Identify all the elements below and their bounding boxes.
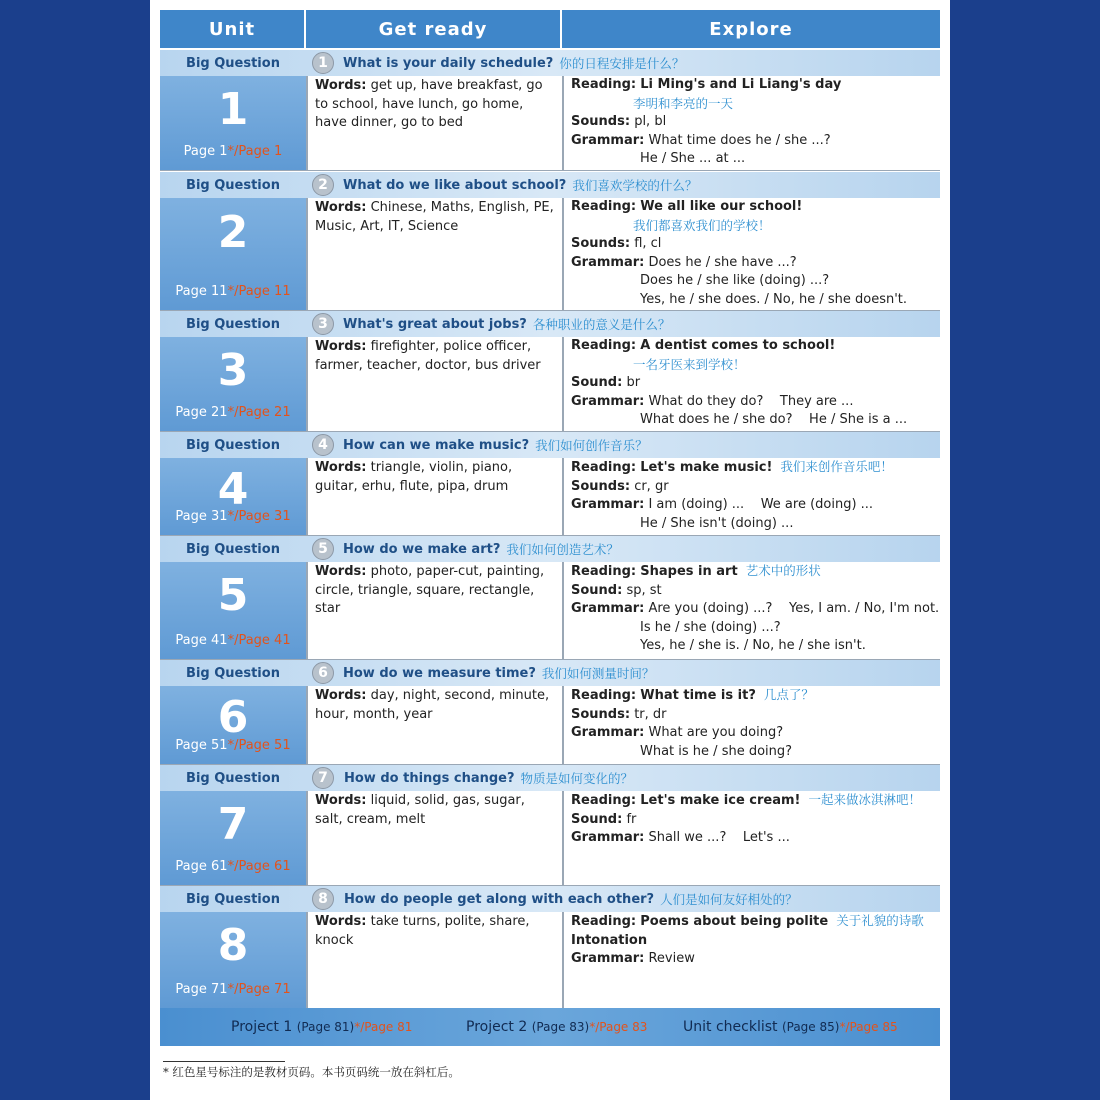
grammar-label: Grammar: (571, 601, 645, 616)
reading-label: Reading: (571, 688, 637, 703)
words-cell (315, 459, 555, 496)
words-cell (315, 913, 555, 950)
grammar-line (571, 496, 931, 515)
words-cell (315, 792, 555, 829)
reading-title: A dentist comes to school! (640, 338, 836, 353)
footer-project-1[interactable] (231, 1008, 412, 1046)
header-explore: Explore (562, 10, 940, 48)
column-divider (562, 458, 564, 535)
footer-project-1-label: Project 1 (231, 1019, 293, 1035)
unit-page-number: Page 11 (175, 284, 228, 299)
words-list: day, night, second, minute, hour, month, year (315, 688, 550, 722)
big-question-label: Big Question (186, 437, 280, 453)
unit-page-star: */Page 21 (227, 405, 291, 420)
question-english: What is your daily schedule? (343, 55, 554, 71)
question-english: What do we like about school? (343, 177, 567, 193)
grammar-line (571, 829, 931, 848)
footnote: * 红色星号标注的是教材页码。本书页码统一放在斜杠后。 (163, 1065, 460, 1079)
sounds-value: fr (626, 811, 637, 827)
sounds-label: Sounds: (571, 478, 631, 494)
reading-title: Let's make music! (640, 460, 773, 475)
grammar-pattern: He / She isn't (doing) ... (640, 515, 794, 531)
reading-title: We all like our school! (640, 199, 803, 214)
words-list: triangle, violin, piano, guitar, erhu, flute, pipa, drum (315, 460, 513, 494)
big-question-label: Big Question (186, 316, 280, 332)
footnote-rule (163, 1061, 285, 1062)
grammar-line (571, 724, 931, 743)
grammar-line (571, 637, 931, 656)
words-label: Words: (315, 914, 367, 929)
grammar-line (571, 600, 940, 619)
words-list: photo, paper-cut, painting, circle, triangle, square, rectangle, star (315, 564, 545, 616)
reading-title-chinese: 李明和李亮的一天 (633, 95, 734, 111)
big-question-text (343, 536, 619, 562)
sounds-value: cr, gr (634, 478, 669, 494)
question-chinese: 各种职业的意义是什么？ (532, 317, 671, 332)
words-cell (315, 77, 555, 133)
reading-line (571, 198, 931, 217)
explore-cell (571, 686, 931, 761)
unit-page-ref (160, 509, 306, 524)
sounds-label: Sounds: (571, 706, 631, 722)
grammar-pattern: What is he / she doing? (640, 743, 793, 759)
words-label: Words: (315, 460, 367, 475)
question-number-badge: 5 (312, 538, 334, 560)
column-divider (562, 791, 564, 885)
question-english: How do things change? (344, 770, 515, 786)
reading-title-chinese: 一名牙医来到学校！ (633, 356, 746, 372)
sounds-label: Sounds: (571, 236, 631, 251)
reading-title: Li Ming's and Li Liang's day (640, 77, 842, 92)
big-question-text (343, 660, 654, 686)
sounds-line (571, 113, 931, 132)
unit-page-star: */Page 41 (227, 633, 291, 648)
sounds-line (571, 811, 931, 830)
column-divider (562, 337, 564, 431)
explore-cell (571, 458, 931, 533)
big-question-label: Big Question (186, 665, 280, 681)
unit-number: 2 (217, 207, 249, 258)
reading-label: Reading: (571, 564, 637, 579)
footer-checklist-label: Unit checklist (683, 1019, 778, 1035)
reading-title-chinese: 我们都喜欢我们的学校！ (633, 217, 771, 233)
question-chinese: 我们如何测量时间？ (541, 666, 655, 681)
grammar-label: Grammar: (571, 132, 645, 148)
unit-page-star: */Page 1 (227, 144, 283, 159)
sounds-value: tr, dr (634, 706, 667, 722)
unit-number: 6 (217, 692, 249, 743)
grammar-line (571, 515, 931, 534)
grammar-line (571, 950, 931, 969)
words-cell (315, 563, 555, 619)
reading-label: Reading: (571, 793, 637, 808)
question-english: What's great about jobs? (343, 316, 527, 332)
grammar-pattern: Yes, he / she does. / No, he / she doesn't. (640, 291, 908, 307)
question-chinese: 你的日程安排是什么？ (559, 56, 685, 71)
unit-page-number: Page 51 (175, 738, 228, 753)
question-chinese: 我们如何创造艺术？ (506, 542, 619, 557)
unit-page-ref (160, 633, 306, 648)
unit-cell[interactable] (160, 686, 306, 764)
grammar-pattern: I am (doing) ... We are (doing) ... (648, 497, 874, 512)
grammar-line (571, 743, 931, 762)
grammar-pattern: Review (648, 951, 695, 966)
column-divider (306, 791, 308, 885)
reading-label: Reading: (571, 338, 637, 353)
sounds-value: br (626, 375, 641, 390)
grammar-line (571, 411, 931, 430)
reading-title: Poems about being polite (640, 914, 829, 929)
explore-cell (571, 791, 931, 848)
unit-page-number: Page 31 (175, 509, 228, 524)
big-question-label: Big Question (186, 177, 280, 193)
unit-number: 5 (217, 570, 249, 621)
reading-line (571, 912, 931, 932)
reading-line (571, 791, 931, 811)
unit-page-ref (160, 144, 306, 159)
question-number-badge: 4 (312, 434, 334, 456)
footer-project-2-page: (Page 83) (531, 1020, 590, 1034)
grammar-label: Grammar: (571, 393, 645, 409)
reading-line (571, 686, 931, 706)
big-question-label: Big Question (186, 770, 280, 786)
reading-title: Shapes in art (640, 564, 738, 579)
footer-project-1-star: */Page 81 (354, 1020, 413, 1034)
sounds-value: pl, bl (634, 114, 667, 129)
big-question-label: Big Question (186, 541, 280, 557)
grammar-pattern: What time does he / she ...? (648, 132, 831, 148)
question-chinese: 物质是如何变化的？ (520, 771, 634, 786)
question-number-badge: 7 (312, 767, 334, 789)
sounds-label: Sound: (571, 811, 623, 827)
unit-page-number: Page 41 (175, 633, 228, 648)
sounds-line (571, 582, 931, 601)
question-chinese: 我们喜欢学校的什么？ (572, 178, 698, 193)
words-list: take turns, polite, share, knock (315, 914, 530, 948)
unit-cell[interactable] (160, 198, 306, 310)
footer-project-2[interactable] (466, 1008, 647, 1046)
explore-cell (571, 198, 931, 309)
reading-title: Let's make ice cream! (640, 793, 801, 808)
grammar-line (571, 291, 931, 310)
words-list: firefighter, police officer, farmer, teacher, doctor, bus driver (315, 339, 541, 373)
question-number-badge: 8 (312, 888, 334, 910)
unit-number: 3 (217, 345, 249, 396)
unit-cell[interactable] (160, 458, 306, 535)
row-divider (160, 170, 940, 171)
big-question-text (344, 765, 633, 791)
question-number-badge: 3 (312, 313, 334, 335)
column-divider (306, 912, 308, 1008)
unit-page-ref (160, 982, 306, 997)
reading-label: Reading: (571, 199, 637, 214)
reading-label: Reading: (571, 460, 637, 475)
reading-title-chinese: 我们来创作音乐吧！ (780, 459, 893, 474)
grammar-pattern: He / She ... at ... (640, 151, 746, 166)
question-number-badge: 6 (312, 662, 334, 684)
sounds-value: sp, st (626, 582, 662, 598)
words-list: get up, have breakfast, go to school, have lunch, go home, have dinner, go to bed (315, 78, 543, 130)
reading-title: What time is it? (640, 688, 756, 703)
grammar-label: Grammar: (571, 830, 645, 845)
grammar-line (571, 132, 931, 151)
unit-page-number: Page 61 (175, 859, 228, 874)
grammar-line (571, 619, 931, 638)
footer-project-1-page: (Page 81) (296, 1020, 355, 1034)
sounds-label: Sounds: (571, 114, 631, 129)
sounds-line (571, 235, 931, 254)
reading-line (571, 562, 931, 582)
footer-checklist-page: (Page 85) (781, 1020, 840, 1034)
grammar-pattern: What are you doing? (648, 725, 784, 740)
words-cell (315, 687, 555, 724)
footer-project-2-label: Project 2 (466, 1019, 528, 1035)
column-divider (562, 686, 564, 764)
question-number-badge: 2 (312, 174, 334, 196)
big-question-text (344, 886, 798, 912)
grammar-label: Grammar: (571, 497, 645, 512)
grammar-line (571, 272, 931, 291)
unit-page-star: */Page 11 (227, 284, 291, 299)
grammar-line (571, 393, 931, 412)
big-question-text (343, 50, 684, 76)
footer-project-2-star: */Page 83 (589, 1020, 648, 1034)
sounds-value: fl, cl (634, 236, 662, 251)
column-divider (306, 686, 308, 764)
explore-cell (571, 912, 931, 969)
footer-unit-checklist[interactable] (683, 1008, 898, 1046)
reading-title-chinese: 艺术中的形状 (745, 563, 821, 578)
grammar-pattern: Is he / she (doing) ...? (640, 619, 781, 635)
header-unit: Unit (160, 10, 306, 48)
unit-number: 4 (217, 464, 249, 515)
unit-page-star: */Page 61 (227, 859, 291, 874)
grammar-pattern: Does he / she have ...? (648, 254, 797, 270)
explore-cell (571, 337, 931, 430)
unit-number: 8 (217, 920, 249, 971)
grammar-line (571, 150, 931, 169)
unit-number: 7 (217, 799, 249, 850)
unit-page-number: Page 71 (175, 982, 228, 997)
column-divider (562, 912, 564, 1008)
words-label: Words: (315, 688, 367, 703)
words-label: Words: (315, 793, 367, 808)
unit-page-number: Page 1 (183, 144, 228, 159)
sounds-label: Sound: (571, 582, 623, 598)
grammar-pattern: What do they do? They are ... (648, 393, 854, 409)
grammar-label: Grammar: (571, 951, 645, 966)
grammar-pattern: Does he / she like (doing) ...? (640, 273, 830, 288)
sounds-line (571, 706, 931, 725)
footer-checklist-star: */Page 85 (839, 1020, 898, 1034)
big-question-label: Big Question (186, 55, 280, 71)
unit-page-star: */Page 31 (227, 509, 291, 524)
grammar-label: Grammar: (571, 254, 645, 270)
unit-page-ref (160, 859, 306, 874)
reading-title-chinese: 一起来做冰淇淋吧！ (808, 792, 921, 807)
column-divider (562, 562, 564, 659)
reading-label: Reading: (571, 77, 637, 92)
unit-number: 1 (217, 84, 249, 135)
column-divider (562, 198, 564, 310)
words-list: liquid, solid, gas, sugar, salt, cream, melt (315, 793, 525, 827)
column-divider (562, 76, 564, 170)
column-divider (306, 458, 308, 535)
explore-cell (571, 562, 940, 656)
words-cell (315, 338, 555, 375)
unit-page-ref (160, 738, 306, 753)
big-question-text (343, 172, 697, 198)
question-english: How do we make art? (343, 541, 501, 557)
reading-line (571, 76, 931, 95)
reading-line (571, 337, 931, 356)
grammar-label: Grammar: (571, 725, 645, 740)
question-number-badge: 1 (312, 52, 334, 74)
words-cell (315, 199, 555, 236)
grammar-pattern: Are you (doing) ...? Yes, I am. / No, I'm not. (648, 601, 940, 616)
unit-cell[interactable] (160, 562, 306, 659)
header-get-ready: Get ready (306, 10, 562, 48)
reading-title-chinese: 关于礼貌的诗歌 (836, 913, 924, 928)
unit-page-ref (160, 405, 306, 420)
big-question-label: Big Question (186, 891, 280, 907)
words-label: Words: (315, 339, 367, 354)
words-list: Chinese, Maths, English, PE, Music, Art, IT, Science (315, 200, 554, 234)
question-english: How do we measure time? (343, 665, 536, 681)
unit-page-star: */Page 71 (227, 982, 291, 997)
column-divider (306, 562, 308, 659)
unit-cell[interactable] (160, 912, 306, 1008)
sounds-label: Sound: (571, 375, 623, 390)
unit-page-ref (160, 284, 306, 299)
grammar-line (571, 254, 931, 273)
words-label: Words: (315, 78, 367, 93)
big-question-text (343, 311, 670, 337)
reading-title-chinese: 几点了？ (763, 687, 814, 702)
sounds-line (571, 374, 931, 393)
sounds-line (571, 478, 931, 497)
unit-cell[interactable] (160, 337, 306, 431)
column-divider (306, 76, 308, 170)
unit-cell[interactable] (160, 791, 306, 885)
intonation-line: Intonation (571, 932, 648, 948)
column-divider (306, 337, 308, 431)
explore-cell (571, 76, 931, 169)
unit-page-number: Page 21 (175, 405, 228, 420)
unit-page-star: */Page 51 (227, 738, 291, 753)
column-divider (306, 198, 308, 310)
grammar-pattern: Yes, he / she is. / No, he / she isn't. (640, 638, 866, 653)
question-english: How can we make music? (343, 437, 530, 453)
grammar-pattern: Shall we ...? Let's ... (648, 830, 790, 845)
big-question-text (343, 432, 648, 458)
question-chinese: 人们是如何友好相处的？ (660, 892, 798, 907)
reading-line (571, 458, 931, 478)
unit-cell[interactable] (160, 76, 306, 170)
question-english: How do people get along with each other? (344, 891, 655, 907)
words-label: Words: (315, 564, 367, 579)
words-label: Words: (315, 200, 367, 215)
question-chinese: 我们如何创作音乐？ (535, 438, 648, 453)
reading-label: Reading: (571, 914, 637, 929)
grammar-pattern: What does he / she do? He / She is a ... (640, 412, 908, 427)
